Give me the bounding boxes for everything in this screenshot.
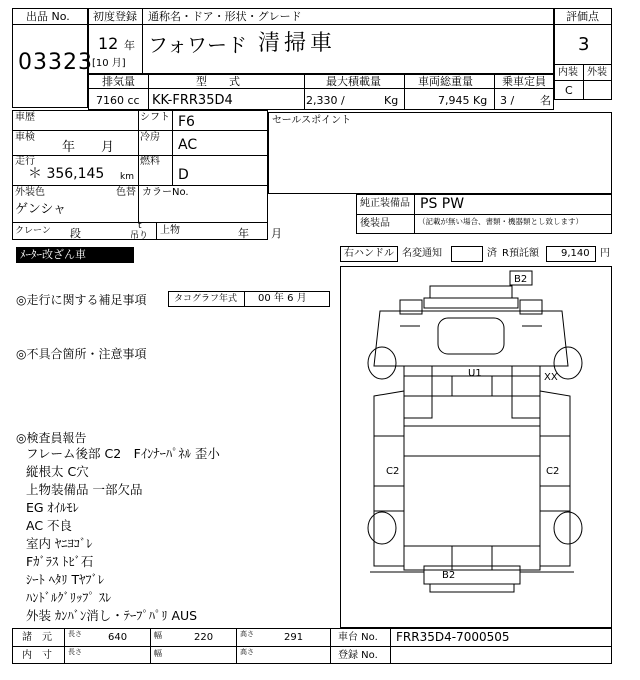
report-line: 室内 ﾔﾆﾖｺﾞﾚ	[26, 536, 93, 551]
mirror-right	[520, 300, 542, 314]
lot-label: 出品 No.	[26, 10, 70, 23]
cargo-body	[404, 376, 540, 570]
length-label: 長さ	[68, 630, 82, 638]
r-amount: 9,140	[561, 248, 590, 259]
defect-notes-label: ◎不具合箇所・注意事項	[16, 347, 147, 361]
crane-stage: 段	[70, 227, 81, 240]
height-value: 291	[284, 632, 304, 643]
mileage-label: 走行	[15, 156, 35, 167]
body-date: 年 月	[238, 227, 282, 240]
report-line: 縦根太 C穴	[26, 464, 89, 479]
truck-diagram	[340, 266, 612, 628]
equipment-value: PS PW	[420, 196, 465, 212]
mileage-value: ＊ 356,145	[28, 166, 105, 182]
report-line: 外装 ｶﾝﾊﾞﾝ消し・ﾃｰﾌﾟﾊﾟﾘ AUS	[26, 608, 198, 623]
mark-b2-bottom: B2	[442, 570, 456, 581]
spec-v3	[404, 74, 405, 110]
model-code-label: 型 式	[196, 75, 240, 88]
fuel-label: 燃料	[140, 156, 160, 167]
tail-bumper	[430, 584, 514, 592]
max-load-label: 最大積載量	[326, 75, 381, 88]
history-label: 車歴	[15, 112, 35, 123]
interior-grade: C	[565, 84, 573, 97]
mark-xx: XX	[544, 372, 558, 383]
wheel-fl	[368, 347, 396, 379]
footer-v5	[390, 628, 391, 664]
name-change-label: 名変通知	[402, 248, 442, 259]
crane-lift: 吊り	[130, 231, 149, 241]
capacity-label: 乗車定員	[502, 75, 546, 88]
capacity: 3 /	[500, 94, 515, 107]
report-line: ﾊﾝﾄﾞﾙｸﾞﾘｯﾌﾟ ｽﾚ	[26, 590, 112, 605]
reg-year: 12	[98, 34, 119, 53]
retrofit-label: 後装品	[360, 218, 390, 229]
reg-year-unit: 年	[124, 39, 135, 52]
model-code: KK-FRR35D4	[152, 93, 233, 108]
crane-ton: t	[138, 221, 142, 231]
retrofit-note: （記載が無い場合、書類・機器類とし致します）	[418, 217, 583, 226]
door-left	[404, 366, 432, 418]
name-change-box	[451, 246, 483, 262]
tacho-label: タコグラフ年式	[174, 294, 238, 304]
inspector-report-label: ◎検査員報告	[16, 431, 87, 445]
sales-point-label: セールスポイント	[272, 115, 352, 126]
color-code-label: カラーNo.	[142, 187, 189, 198]
footer-divider	[12, 646, 612, 647]
tacho-v	[244, 291, 245, 307]
color-change-label: 色替	[116, 187, 136, 198]
equipment-v	[414, 194, 415, 234]
mark-c2-left: C2	[386, 466, 400, 477]
travel-notes-label: ◎走行に関する補足事項	[16, 293, 147, 307]
yen-label: 円	[600, 248, 610, 259]
dims-label: 諸 元	[22, 632, 52, 643]
lot-number: 03323	[18, 50, 93, 75]
ac-label: 冷房	[140, 132, 160, 143]
width-value: 220	[194, 632, 214, 643]
height-label: 高さ	[240, 630, 254, 638]
report-line: Fｶﾞﾗｽ ﾄﾋﾞ石	[26, 554, 94, 569]
capacity-unit: 名	[540, 94, 551, 107]
max-load-unit: Kg	[384, 94, 399, 107]
reg-number-label: 登録 No.	[338, 650, 378, 661]
cab-roof	[430, 286, 512, 298]
width-label: 幅	[154, 631, 162, 640]
wheel-rl	[368, 512, 396, 544]
history-v2	[172, 110, 173, 185]
spec-v2	[304, 74, 305, 110]
history-h3	[12, 185, 268, 186]
length-label-2: 長さ	[68, 648, 82, 656]
name-vdivider	[142, 8, 143, 74]
side-left	[374, 391, 404, 566]
inspector-report-list	[20, 445, 330, 625]
cab-top	[424, 298, 518, 308]
door-right	[512, 366, 540, 418]
model-name: フォワード	[148, 33, 247, 57]
inspection-label: 車検	[15, 132, 35, 143]
gvw: 7,945 Kg	[438, 94, 488, 107]
spec-divider	[88, 88, 554, 89]
windshield	[438, 318, 504, 354]
history-h1	[12, 130, 268, 131]
score-vdivider	[583, 64, 584, 100]
max-load: 2,330 /	[306, 94, 345, 107]
displacement-label: 排気量	[102, 75, 135, 88]
mark-b2-top: B2	[514, 274, 528, 285]
gvw-label: 車両総重量	[418, 75, 473, 88]
r-ticket-label: R預託額	[502, 248, 539, 259]
score-value: 3	[578, 34, 590, 55]
report-line: ｼｰﾄ ﾍﾀﾘ Tﾔﾌﾞﾚ	[26, 572, 105, 587]
equipment-label: 純正装備品	[360, 198, 410, 209]
tacho-value: 00 年 6 月	[258, 293, 307, 304]
crane-label: クレーン	[15, 226, 51, 236]
footer-v4	[330, 628, 331, 664]
report-line: フレーム後部 C2 Fｲﾝﾅｰﾊﾟﾈﾙ 歪小	[26, 446, 220, 461]
footer-v2	[150, 628, 151, 664]
tail-box	[424, 566, 520, 584]
equipment-divider	[356, 214, 612, 215]
length-value: 640	[108, 632, 128, 643]
shift-value: F6	[178, 114, 195, 130]
name-divider	[88, 24, 554, 25]
body-label: 上物	[160, 225, 180, 236]
chassis-number: FRR35D4-7000505	[396, 630, 510, 644]
ac-value: AC	[178, 137, 198, 153]
grade: 清掃車	[258, 31, 337, 56]
wheel-rr	[554, 512, 582, 544]
mirror-left	[400, 300, 422, 314]
meter-tamper-banner: ﾒｰﾀｰ改ざん車	[16, 247, 134, 263]
color-label: 外装色	[15, 187, 45, 198]
score-label: 評価点	[566, 10, 599, 23]
side-right	[540, 391, 570, 566]
color-value: ゲンシャ	[15, 202, 67, 217]
interior-label: 内装	[558, 67, 578, 78]
footer-v3	[236, 628, 237, 664]
history-v1	[138, 110, 139, 222]
mileage-unit: km	[120, 172, 134, 182]
interior-dims-label: 内 寸	[22, 650, 52, 661]
report-line: 上物装備品 一部欠品	[26, 482, 143, 497]
displacement: 7160 cc	[96, 94, 140, 107]
recycle-label: 済	[487, 248, 497, 259]
crane-v	[156, 222, 157, 240]
shift-label: シフト	[140, 112, 170, 123]
fuel-value: D	[178, 167, 189, 183]
cab-body	[374, 311, 568, 366]
report-line: EG ｵｲﾙﾓﾚ	[26, 500, 79, 515]
lot-divider	[12, 24, 88, 25]
first-reg-label: 初度登録	[93, 10, 137, 23]
chassis-label: 車台 No.	[338, 632, 378, 643]
spec-v1	[148, 74, 149, 110]
spec-v4	[494, 74, 495, 110]
name-grade-label: 通称名・ドア・形状・グレード	[148, 10, 302, 23]
footer-v1	[64, 628, 65, 664]
mark-u1: U1	[468, 368, 482, 379]
mark-c2-right: C2	[546, 466, 560, 477]
width-label-2: 幅	[154, 649, 162, 658]
exterior-label: 外装	[587, 67, 607, 78]
inspection-value: 年 月	[62, 140, 115, 155]
height-label-2: 高さ	[240, 648, 254, 656]
handle-value: 右ハンドル	[344, 248, 394, 259]
report-line: AC 不良	[26, 518, 73, 533]
reg-month: [10 月]	[92, 58, 126, 69]
score-divider-1	[554, 24, 612, 25]
